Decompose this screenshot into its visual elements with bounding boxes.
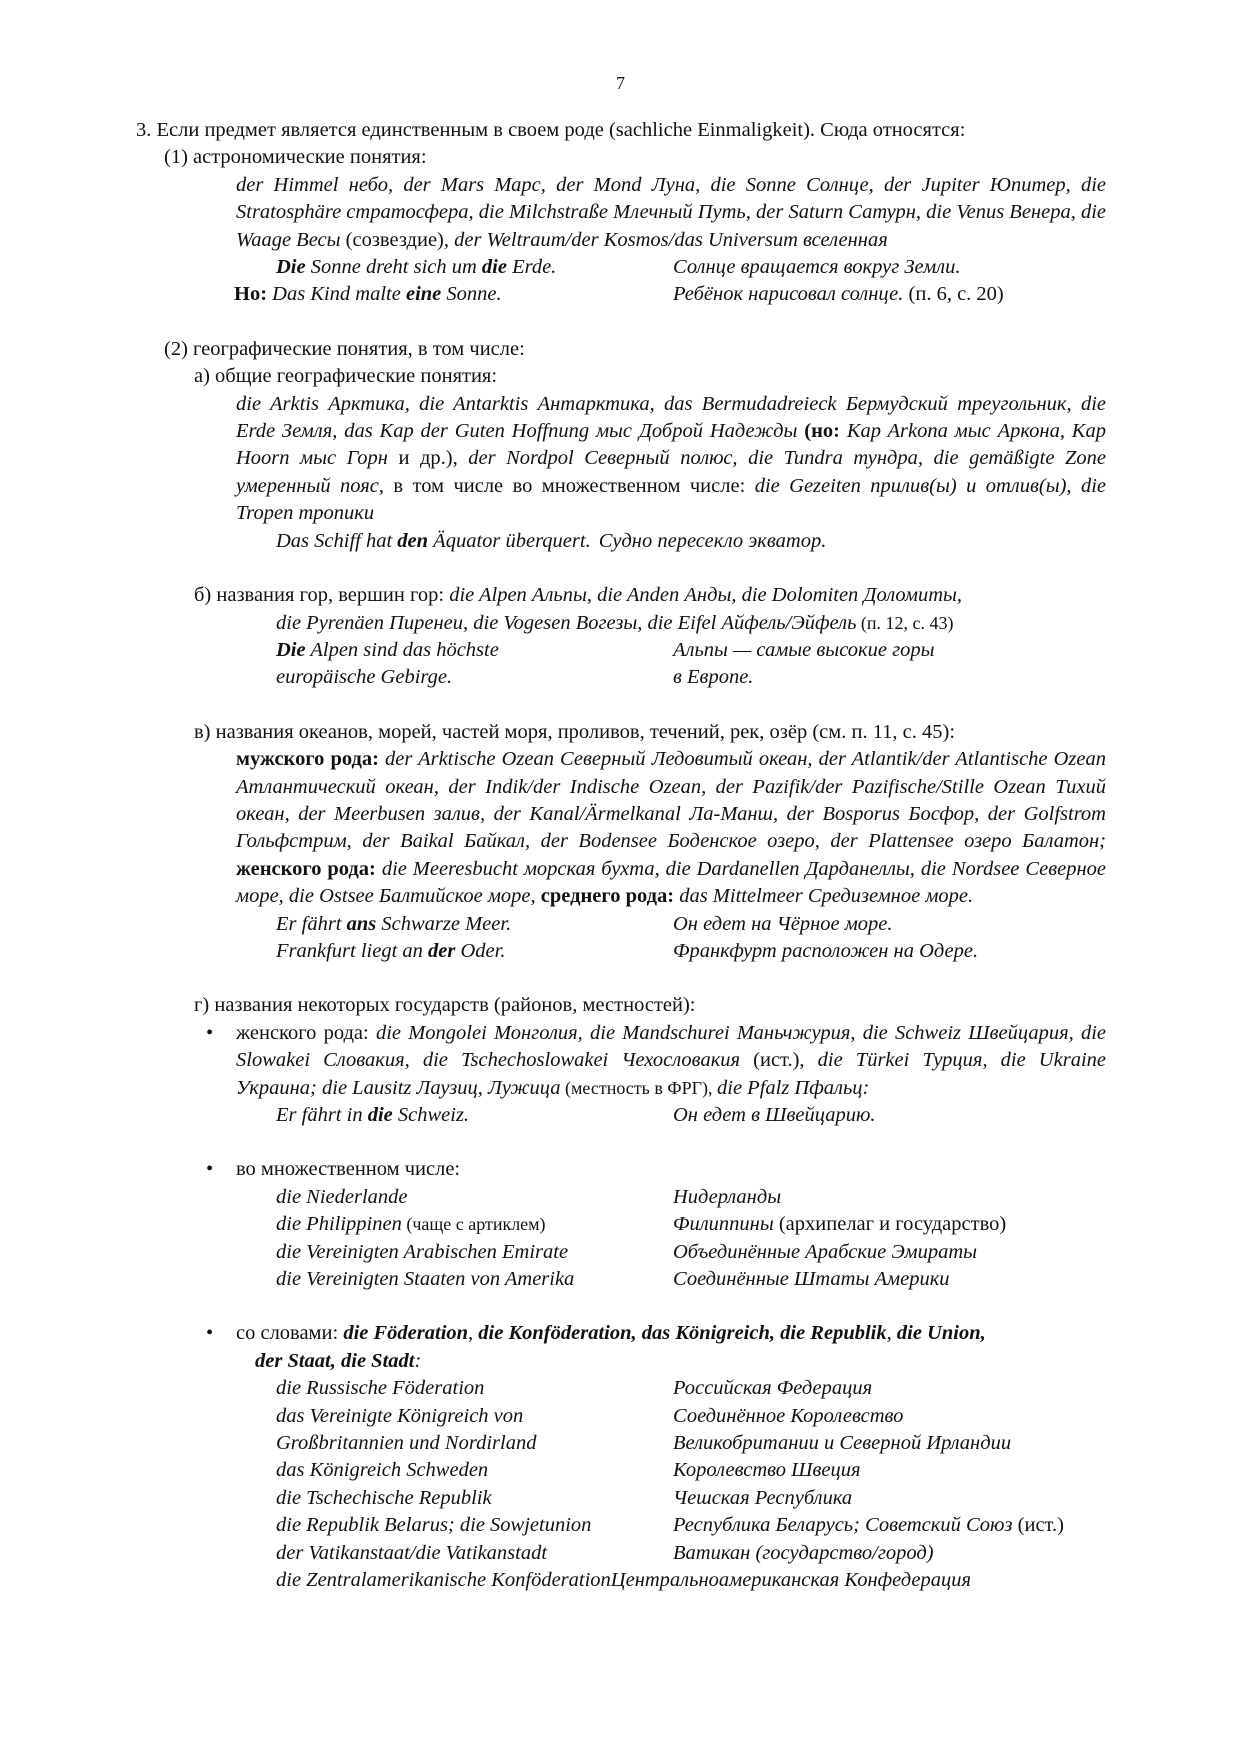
astro-list-text: der Himmel небо, der Mars Марс, der Mond Луна, die Sonne Солнце, der Jupiter Юпитер, die Stratosphäre стратосфера, die Milchstraße Млечный Путь, der Saturn Сатурн, die Venus Венера, die Waage Весы xyxy=(236,173,1106,251)
geo-a-title: а) общие географические понятия: xyxy=(194,365,498,388)
geo-title: (2) географические понятия, в том числе: xyxy=(164,337,525,360)
row-german-text: die Russische Föderation xyxy=(276,1377,485,1400)
geo-a-text: , в том числе во множественном числе: xyxy=(378,474,755,497)
geo-a-text: die Gezeiten прилив(ы) и отлив(ы), die Tropen тропики xyxy=(236,474,1106,525)
row-german-text: die Niederlande xyxy=(276,1185,408,1208)
geo-a-text: die Arktis Арктика, die Antarktis Антарктика, das Bermudadreieck Бермудский треугольник, die Erde Земля, das Kap der Guten Hoffnung мыс Доброй Надежды xyxy=(236,392,1106,443)
row-translation-text: Ватикан (государство/город) xyxy=(673,1541,934,1564)
astro-title: (1) астрономические понятия: xyxy=(164,146,427,169)
example-row xyxy=(136,1567,1106,1594)
row-german-note: (чаще с артиклем) xyxy=(401,1214,546,1235)
example-row xyxy=(136,281,1106,308)
row-german-text: Großbritannien und Nordirland xyxy=(276,1432,537,1455)
geo-b-label: б) названия гор, вершин гор: xyxy=(194,584,450,607)
row-german xyxy=(276,1266,673,1293)
example-text: Das Kind malte xyxy=(267,283,406,306)
astro-list xyxy=(136,172,1106,254)
row-german-text: das Vereinigte Königreich von xyxy=(276,1404,524,1427)
example-row xyxy=(136,637,1106,664)
example-translation: Солнце вращается вокруг Земли. xyxy=(673,256,961,279)
geo-b-list xyxy=(136,610,1106,637)
row-translation-text: Великобритании и Северной Ирландии xyxy=(673,1432,1012,1455)
example-bold: der xyxy=(428,939,456,962)
geo-d-word: die Konföderation, das Königreich, die Republik xyxy=(478,1322,887,1345)
geo-d-title: г) названия некоторых государств (районов, местностей): xyxy=(194,994,696,1017)
geo-c-text: der Arktische Ozean Северный Ледовитый океан, der Atlantik/der Atlantische Ozean Атлантический океан, der Indik/der Indische Ozean, der Pazifik/der Pazifische/Stille Ozean Тихий океан, der Meerbusen залив, der Kanal/Ärmelkanal Ла-Манш, der Bosporus Босфор, der Golfstrom Гольфстрим, der Baikal Байкал, der Bodensee Боденское озеро, der Plattensee озеро Балатон; xyxy=(236,748,1106,853)
geo-d-word: der Staat, die Stadt xyxy=(255,1349,415,1372)
geo-c-list xyxy=(136,746,1106,910)
row-translation xyxy=(673,1211,1006,1238)
example-but-label: Но: xyxy=(234,283,268,306)
row-german xyxy=(276,1375,673,1402)
row-translation-text: Нидерланды xyxy=(673,1185,782,1208)
example-text: Das Schiff hat xyxy=(276,529,398,552)
geo-d-words xyxy=(202,1320,1106,1347)
example-row xyxy=(136,938,1106,965)
geo-b-reference: (п. 12, с. 43) xyxy=(856,612,954,633)
example-text: Schwarze Meer. xyxy=(376,912,512,935)
table-row xyxy=(136,1211,1106,1238)
geo-d-text: die Mongolei Монголия, die Mandschurei Маньчжурия, die Schweiz Швейцария, die Slowakei Словакия, die Tschechoslowakei Чехословакия xyxy=(236,1021,1107,1072)
example-text: Er fährt in xyxy=(276,1104,368,1126)
geo-d-label: женского рода: xyxy=(236,1021,376,1044)
row-german xyxy=(276,1403,673,1430)
example-bold: den xyxy=(397,529,429,552)
row-translation-text: Чешская Республика xyxy=(673,1486,853,1509)
geo-d-word: die Union, xyxy=(896,1322,986,1345)
plural-list xyxy=(136,1184,1106,1294)
row-german xyxy=(276,1211,673,1238)
geo-d-note: (ист.), xyxy=(740,1049,818,1072)
table-row xyxy=(136,1375,1106,1402)
row-german-text: die Republik Belarus; die Sowjetunion xyxy=(276,1514,592,1537)
row-german-text: das Königreich Schweden xyxy=(276,1459,489,1482)
row-german-text: die Philippinen xyxy=(276,1213,402,1236)
example-text: Äquator überquert. xyxy=(428,529,591,552)
geo-c-title: в) названия океанов, морей, частей моря, проливов, течений, рек, озёр (см. п. 11, с. 45): xyxy=(194,720,956,743)
row-translation-text: Российская Федерация xyxy=(673,1377,873,1400)
example-bold: die xyxy=(367,1104,393,1126)
example-text: Sonne. xyxy=(441,283,502,306)
geo-d-text: die Pfalz Пфальц: xyxy=(717,1076,870,1099)
example-text: Sonne dreht sich um xyxy=(305,256,482,279)
example-translation: Альпы — самые высокие горы xyxy=(673,638,935,661)
row-translation xyxy=(673,1184,781,1211)
example-row xyxy=(136,254,1106,281)
row-translation-text: Филиппины xyxy=(673,1213,774,1236)
row-translation xyxy=(673,1266,950,1293)
row-translation xyxy=(673,1485,852,1512)
example-text: die Zentralamerikanische Konföderation xyxy=(276,1569,611,1592)
row-translation xyxy=(673,1512,1064,1539)
table-row xyxy=(136,1184,1106,1211)
geo-c-text: die Meeresbucht морская бухта, die Dardanellen Дарданеллы, die Nordsee Северное море, die Ostsee Балтийское море, xyxy=(236,857,1107,908)
row-german xyxy=(276,1457,673,1484)
example-translation: Судно пересекло экватор. xyxy=(598,529,827,552)
example-text: Er fährt xyxy=(276,912,347,935)
geo-d-sep: , xyxy=(886,1322,897,1345)
example-reference: (п. 6, с. 20) xyxy=(903,283,1004,306)
example-translation: Франкфурт расположен на Одере. xyxy=(673,939,979,962)
document-body xyxy=(136,117,1106,1595)
row-translation-text: Соединённое Королевство xyxy=(673,1404,904,1427)
row-german-text: die Vereinigten Arabischen Emirate xyxy=(276,1240,569,1263)
geo-a-list xyxy=(136,391,1106,528)
row-german xyxy=(276,1540,673,1567)
table-row xyxy=(136,1540,1106,1567)
table-row xyxy=(136,1512,1106,1539)
example-bold: eine xyxy=(405,283,442,306)
item3-intro: 3. Если предмет является единственным в своем роде (sachliche Einmaligkeit). Сюда относятся: xyxy=(136,119,966,141)
example-translation: Он едет на Чёрное море. xyxy=(673,912,893,935)
row-translation xyxy=(673,1239,977,1266)
geo-a-text: Kap Arkona мыс Аркона, Kap Hoorn мыс Горн xyxy=(236,420,1106,470)
example-translation: Он едет в Швейцарию. xyxy=(673,1104,876,1126)
example-bold: die xyxy=(481,256,507,279)
geo-a-text: и др.), xyxy=(387,447,469,470)
row-german xyxy=(276,1430,673,1457)
list-item xyxy=(136,1156,1106,1183)
table-row xyxy=(136,1266,1106,1293)
geo-a-text: der Nordpol Северный полюс, die Tundra тундра, die gemäßigte Zone умеренный пояс xyxy=(236,447,1107,497)
list-item xyxy=(136,1020,1106,1102)
example-bold: Die xyxy=(276,638,306,661)
row-translation xyxy=(673,1403,903,1430)
geo-b-title xyxy=(136,582,1106,609)
table-row xyxy=(136,1239,1106,1266)
row-translation-text: Королевство Швеция xyxy=(673,1459,861,1482)
astro-list-end: , der Weltraum/der Kosmos/das Universum вселенная xyxy=(443,228,888,251)
row-german xyxy=(276,1184,673,1211)
geo-b-text: die Alpen Альпы, die Anden Анды, die Dolomiten Доломиты, xyxy=(449,584,963,607)
example-row xyxy=(136,528,1106,555)
geo-d-sep: , xyxy=(468,1322,479,1345)
table-row xyxy=(136,1485,1106,1512)
row-german xyxy=(276,1239,673,1266)
astro-list-note: (созвездие) xyxy=(345,228,444,251)
example-translation: Центральноамериканская Конфедерация xyxy=(610,1569,972,1592)
row-translation-text: Соединённые Штаты Америки xyxy=(673,1268,950,1291)
row-german-text: die Vereinigten Staaten von Amerika xyxy=(276,1268,575,1291)
geo-b-text: die Pyrenäen Пиренеи, die Vogesen Вогезы, die Eifel Айфель/Эйфель xyxy=(276,611,857,634)
row-translation xyxy=(673,1430,1011,1457)
geo-d-word: die Föderation xyxy=(343,1322,469,1345)
row-translation xyxy=(673,1540,934,1567)
example-row xyxy=(136,664,1106,691)
table-row xyxy=(136,1430,1106,1457)
row-german-text: der Vatikanstaat/die Vatikanstadt xyxy=(276,1541,548,1564)
example-translation: в Европе. xyxy=(673,666,754,689)
row-german-text: die Tschechische Republik xyxy=(276,1486,492,1509)
geo-d-plural-label: • во множественном числе: xyxy=(236,1158,461,1181)
page-number: 7 xyxy=(616,73,625,93)
row-translation xyxy=(673,1457,861,1484)
gender-masculine-label: мужского рода: xyxy=(236,748,379,771)
table-row xyxy=(136,1457,1106,1484)
example-text: europäische Gebirge. xyxy=(276,666,453,689)
example-text: Erde. xyxy=(506,256,557,279)
example-text: Schweiz. xyxy=(392,1104,470,1126)
gender-neuter-label: среднего рода: xyxy=(540,885,675,908)
geo-d-note: (местность в ФРГ), xyxy=(560,1077,717,1098)
example-row xyxy=(136,911,1106,938)
example-text: Oder. xyxy=(455,939,506,962)
row-translation-note: (ист.) xyxy=(1012,1514,1064,1537)
list-item xyxy=(136,1320,1106,1375)
gender-feminine-label: женского рода: xyxy=(236,857,376,880)
example-text: Alpen sind das höchste xyxy=(305,638,499,661)
example-translation: Ребёнок нарисовал солнце. xyxy=(673,283,904,306)
geo-d-sep: : xyxy=(414,1349,422,1372)
table-row xyxy=(136,1403,1106,1430)
geo-d-words-label: со словами: xyxy=(236,1322,344,1345)
geo-a-no: (но: xyxy=(804,420,840,443)
row-german xyxy=(276,1485,673,1512)
words-list xyxy=(136,1375,1106,1567)
row-translation xyxy=(673,1375,872,1402)
geo-d-feminine xyxy=(202,1020,1106,1102)
geo-d-text: die Türkei Турция, die Ukraine Украина; die Lausitz Лаузиц, Лужица xyxy=(236,1049,1106,1099)
example-bold: ans xyxy=(346,912,377,935)
geo-c-text: das Mittelmeer Средиземное море. xyxy=(674,885,974,908)
example-row xyxy=(136,1102,1106,1129)
row-translation-note: (архипелаг и государство) xyxy=(773,1213,1007,1236)
example-text: Frankfurt liegt an xyxy=(276,939,429,962)
geo-d-words-2 xyxy=(202,1348,1106,1375)
row-german xyxy=(276,1512,673,1539)
row-translation-text: Объединённые Арабские Эмираты xyxy=(673,1240,978,1263)
example-bold: Die xyxy=(276,256,306,279)
row-translation-text: Республика Беларусь; Советский Союз xyxy=(673,1514,1013,1537)
